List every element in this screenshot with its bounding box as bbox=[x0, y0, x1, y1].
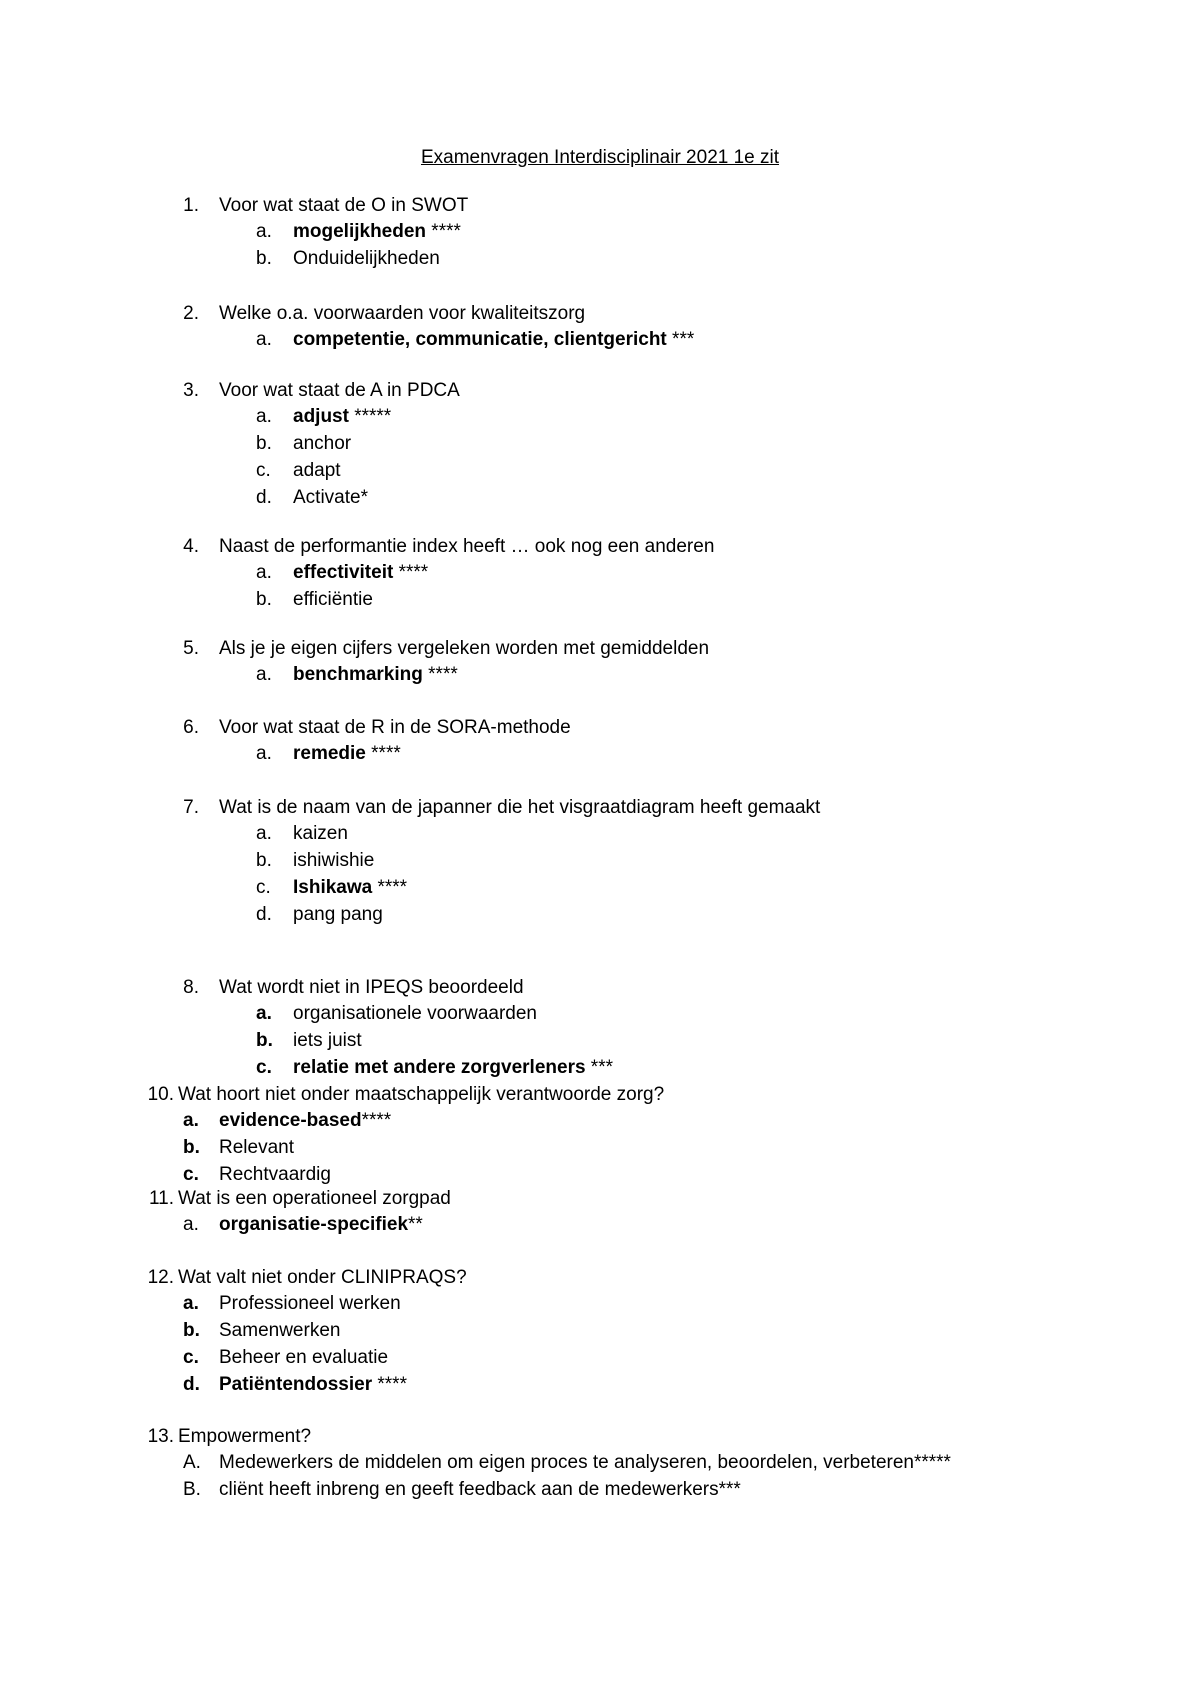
question-number: 7. bbox=[183, 797, 199, 818]
option-answer: cliënt heeft inbreng en geeft feedback aan de medewerkers*** bbox=[219, 1479, 741, 1500]
option-text bbox=[293, 1057, 613, 1079]
option-text bbox=[293, 664, 458, 686]
option-answer: Ishikawa bbox=[293, 877, 373, 898]
question-number: 4. bbox=[183, 536, 199, 557]
vote-stars: **** bbox=[365, 743, 401, 764]
option-answer: competentie, communicatie, clientgericht bbox=[293, 329, 667, 350]
vote-stars: ***** bbox=[348, 406, 392, 427]
option-text bbox=[293, 329, 694, 351]
option-answer: Beheer en evaluatie bbox=[219, 1347, 389, 1368]
option-answer: adjust bbox=[293, 406, 349, 427]
option-answer: Relevant bbox=[219, 1137, 294, 1158]
option-label: B. bbox=[183, 1479, 201, 1500]
option-text bbox=[219, 1347, 388, 1369]
question-text: Naast de performantie index heeft … ook nog een anderen bbox=[219, 536, 715, 557]
option-answer: Rechtvaardig bbox=[219, 1164, 331, 1185]
option-answer: Professioneel werken bbox=[219, 1293, 401, 1314]
option-text bbox=[293, 248, 440, 270]
option-text bbox=[293, 743, 401, 765]
option-answer: adapt bbox=[293, 460, 341, 481]
option-answer: iets juist bbox=[293, 1030, 362, 1051]
vote-stars: *** bbox=[585, 1057, 613, 1078]
option-answer: organisationele voorwaarden bbox=[293, 1003, 537, 1024]
question-text: Empowerment? bbox=[178, 1426, 312, 1447]
option-label: a. bbox=[256, 562, 272, 583]
question-number: 2. bbox=[183, 303, 199, 324]
question-text: Voor wat staat de A in PDCA bbox=[219, 380, 460, 401]
option-text bbox=[293, 487, 368, 509]
option-text bbox=[293, 877, 407, 899]
option-label: a. bbox=[183, 1110, 199, 1131]
option-answer: effectiviteit bbox=[293, 562, 394, 583]
option-label: c. bbox=[256, 460, 271, 481]
option-answer: Samenwerken bbox=[219, 1320, 341, 1341]
question-text: Als je je eigen cijfers vergeleken worden met gemiddelden bbox=[219, 638, 710, 659]
question-text: Wat hoort niet onder maatschappelijk verantwoorde zorg? bbox=[178, 1084, 665, 1105]
option-answer: kaizen bbox=[293, 823, 348, 844]
option-text bbox=[219, 1214, 423, 1236]
option-label: b. bbox=[183, 1320, 200, 1341]
option-label: c. bbox=[256, 877, 271, 898]
question-text: Voor wat staat de O in SWOT bbox=[219, 195, 469, 216]
option-text bbox=[219, 1479, 741, 1501]
vote-stars: **** bbox=[393, 562, 429, 583]
option-label: a. bbox=[256, 406, 272, 427]
option-text bbox=[293, 460, 341, 482]
question-text: Wat valt niet onder CLINIPRAQS? bbox=[178, 1267, 467, 1288]
question-text: Voor wat staat de R in de SORA-methode bbox=[219, 717, 571, 738]
question-number: 5. bbox=[183, 638, 199, 659]
option-label: a. bbox=[256, 1003, 272, 1024]
option-label: b. bbox=[256, 850, 272, 871]
vote-stars: **** bbox=[372, 877, 408, 898]
option-text bbox=[293, 433, 351, 455]
option-text bbox=[219, 1452, 951, 1474]
option-label: b. bbox=[256, 589, 272, 610]
option-answer: Activate* bbox=[293, 487, 368, 508]
option-text bbox=[219, 1374, 407, 1396]
option-answer: evidence-based bbox=[219, 1110, 362, 1131]
option-answer: relatie met andere zorgverleners bbox=[293, 1057, 586, 1078]
option-answer: efficiëntie bbox=[293, 589, 373, 610]
option-text bbox=[293, 221, 461, 243]
question-number: 6. bbox=[183, 717, 199, 738]
option-label: a. bbox=[183, 1214, 199, 1235]
option-text bbox=[219, 1164, 331, 1186]
option-answer: Onduidelijkheden bbox=[293, 248, 440, 269]
option-label: b. bbox=[256, 248, 272, 269]
option-label: d. bbox=[256, 487, 272, 508]
vote-stars: *** bbox=[666, 329, 695, 350]
option-label: b. bbox=[256, 433, 272, 454]
option-answer: anchor bbox=[293, 433, 352, 454]
option-answer: benchmarking bbox=[293, 664, 423, 685]
option-label: a. bbox=[256, 823, 272, 844]
question-number: 13. bbox=[147, 1426, 174, 1447]
question-number: 1. bbox=[183, 195, 199, 216]
option-text bbox=[293, 850, 374, 872]
option-label: A. bbox=[183, 1452, 201, 1473]
vote-stars: **** bbox=[422, 664, 458, 685]
question-number: 3. bbox=[183, 380, 199, 401]
question-number: 10. bbox=[147, 1084, 174, 1105]
option-label: d. bbox=[183, 1374, 200, 1395]
question-text: Welke o.a. voorwaarden voor kwaliteitszorg bbox=[219, 303, 586, 324]
option-text bbox=[293, 1003, 537, 1025]
vote-stars: **** bbox=[361, 1110, 392, 1131]
question-number: 12. bbox=[147, 1267, 174, 1288]
question-text: Wat is de naam van de japanner die het visgraatdiagram heeft gemaakt bbox=[219, 797, 821, 818]
option-label: b. bbox=[256, 1030, 273, 1051]
option-answer: Patiëntendossier bbox=[219, 1374, 373, 1395]
question-number: 8. bbox=[183, 977, 199, 998]
option-text bbox=[293, 562, 428, 584]
option-label: b. bbox=[183, 1137, 200, 1158]
question-text: Wat is een operationeel zorgpad bbox=[178, 1188, 451, 1209]
option-text bbox=[293, 904, 383, 926]
option-label: a. bbox=[256, 221, 272, 242]
option-label: a. bbox=[256, 664, 272, 685]
vote-stars: ** bbox=[408, 1214, 423, 1235]
option-text bbox=[293, 589, 373, 611]
option-text bbox=[293, 406, 391, 428]
option-text bbox=[219, 1137, 294, 1159]
option-label: c. bbox=[256, 1057, 272, 1078]
option-text bbox=[293, 1030, 362, 1052]
option-text bbox=[219, 1293, 401, 1315]
option-answer: Medewerkers de middelen om eigen proces te analyseren, beoordelen, verbeteren***** bbox=[219, 1452, 951, 1473]
option-text bbox=[219, 1320, 340, 1342]
option-text bbox=[293, 823, 348, 845]
option-text bbox=[219, 1110, 391, 1132]
option-answer: organisatie-specifiek bbox=[219, 1214, 409, 1235]
question-text: Wat wordt niet in IPEQS beoordeeld bbox=[219, 977, 524, 998]
question-number: 11. bbox=[148, 1188, 174, 1209]
option-answer: mogelijkheden bbox=[293, 221, 427, 242]
option-answer: ishiwishie bbox=[293, 850, 375, 871]
option-label: c. bbox=[183, 1164, 199, 1185]
option-label: c. bbox=[183, 1347, 199, 1368]
vote-stars: **** bbox=[426, 221, 461, 242]
option-label: a. bbox=[256, 743, 272, 764]
option-label: d. bbox=[256, 904, 272, 925]
document-title: Examenvragen Interdisciplinair 2021 1e zit bbox=[420, 147, 780, 168]
option-answer: remedie bbox=[293, 743, 366, 764]
option-answer: pang pang bbox=[293, 904, 383, 925]
option-label: a. bbox=[256, 329, 272, 350]
option-label: a. bbox=[183, 1293, 199, 1314]
vote-stars: **** bbox=[372, 1374, 407, 1395]
